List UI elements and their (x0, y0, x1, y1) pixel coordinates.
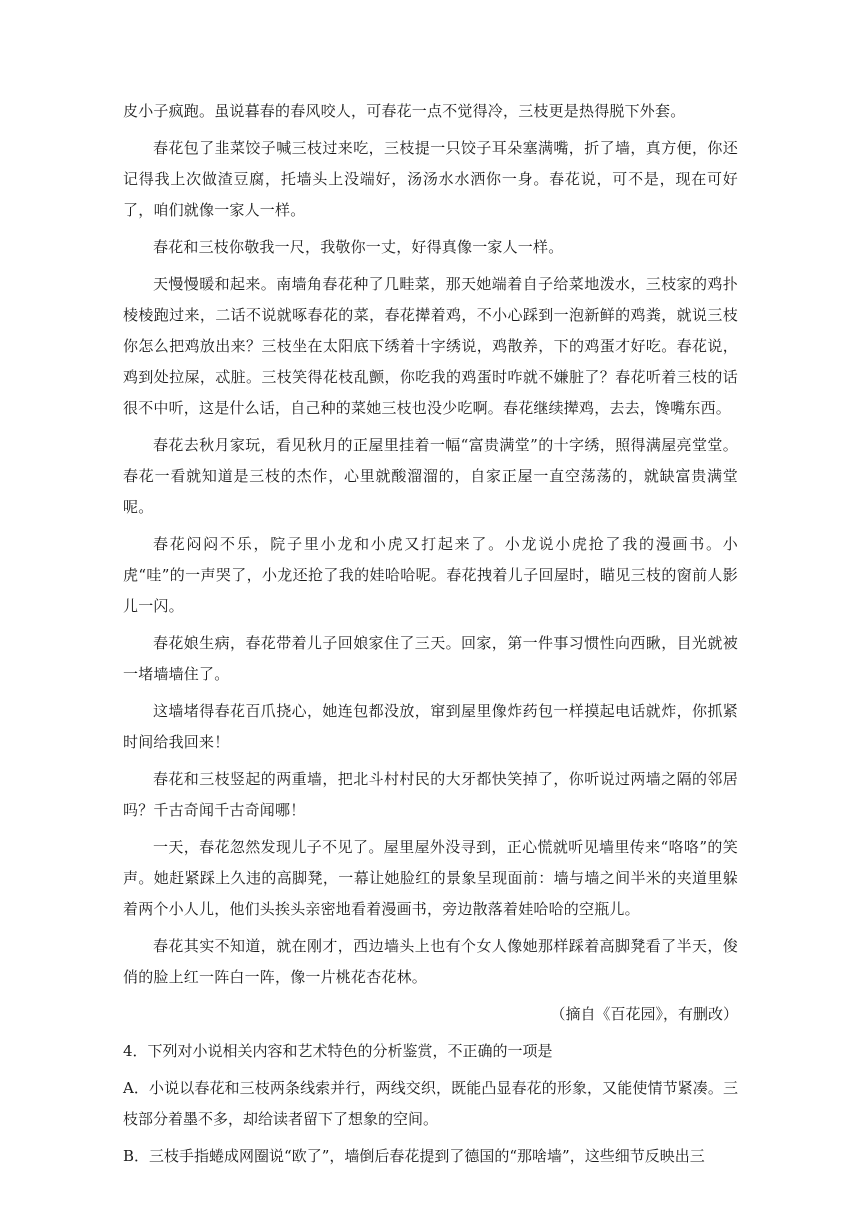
story-paragraph: 天慢慢暖和起来。南墙角春花种了几畦菜，那天她端着自子给菜地泼水，三枝家的鸡扑棱棱跑过来，二话不说就啄春花的菜，春花撵着鸡，不小心踩到一泡新鲜的鸡粪，就说三枝你怎么把鸡放出来？三枝坐在太阳底下绣着十字绣说，鸡散养，下的鸡蛋才好吃。春花说，鸡到处拉屎，忒脏。三枝笑得花枝乱颤，你吃我的鸡蛋时咋就不嫌脏了？春花听着三枝的话很不中听，这是什么话，自己种的菜她三枝也没少吃啊。春花继续撵鸡，去去，馋嘴东西。 (123, 275, 738, 417)
story-paragraph: 春花去秋月家玩，看见秋月的正屋里挂着一幅“富贵满堂”的十字绣，照得满屋亮堂堂。春花一看就知道是三枝的杰作，心里就酸溜溜的，自家正屋一直空荡荡的，就缺富贵满堂呢。 (123, 436, 738, 516)
story-paragraph: 一天，春花忽然发现儿子不见了。屋里屋外没寻到，正心慌就听见墙里传来“咯咯”的笑声。她赶紧踩上久违的高脚凳，一幕让她脸红的景象呈现面前：墙与墙之间半米的夹道里躲着两个小人儿，他们头挨头亲密地看着漫画书，旁边散落着娃哈哈的空瓶儿。 (123, 838, 738, 918)
document-page (123, 96, 738, 1178)
story-paragraph: 春花娘生病，春花带着儿子回娘家住了三天。回家，第一件事习惯性向西瞅，目光就被一堵墙墙住了。 (123, 634, 738, 683)
story-paragraph: 皮小子疯跑。虽说暮春的春风咬人，可春花一点不觉得冷，三枝更是热得脱下外套。 (123, 102, 686, 120)
story-paragraph: 这墙堵得春花百爪挠心，她连包都没放，窜到屋里像炸药包一样摸起电话就炸，你抓紧时间给我回来！ (123, 702, 738, 751)
story-paragraph: 春花闷闷不乐，院子里小龙和小虎又打起来了。小龙说小虎抢了我的漫画书。小虎“哇”的一声哭了，小龙还抢了我的娃哈哈呢。春花拽着儿子回屋时，瞄见三枝的窗前人影儿一闪。 (123, 535, 738, 615)
source-citation: （摘自《百花园》，有删改） (550, 1005, 738, 1023)
question-option-a: A．小说以春花和三枝两条线索并行，两线交织，既能凸显春花的形象，又能使情节紧凑。三枝部分着墨不多，却给读者留下了想象的空间。 (123, 1079, 738, 1128)
story-paragraph: 春花其实不知道，就在刚才，西边墙头上也有个女人像她那样踩着高脚凳看了半天，俊俏的脸上红一阵白一阵，像一片桃花杏花林。 (123, 937, 738, 986)
story-paragraph: 春花和三枝竖起的两重墙，把北斗村村民的大牙都快笑掉了，你听说过两墙之隔的邻居吗？千古奇闻千古奇闻哪！ (123, 770, 738, 819)
question-stem: 4．下列对小说相关内容和艺术特色的分析鉴赏，不正确的一项是 (123, 1042, 553, 1060)
question-option-b: B．三枝手指蜷成网圈说“欧了”，墙倒后春花提到了德国的“那啥墙”，这些细节反映出三 (123, 1147, 705, 1165)
story-paragraph: 春花和三枝你敬我一尺，我敬你一丈，好得真像一家人一样。 (153, 238, 564, 256)
story-paragraph: 春花包了韭菜饺子喊三枝过来吃，三枝提一只饺子耳朵塞满嘴，折了墙，真方便，你还记得我上次做渣豆腐，托墙头上没端好，汤汤水水洒你一身。春花说，可不是，现在可好了，咱们就像一家人一样。 (123, 139, 738, 219)
